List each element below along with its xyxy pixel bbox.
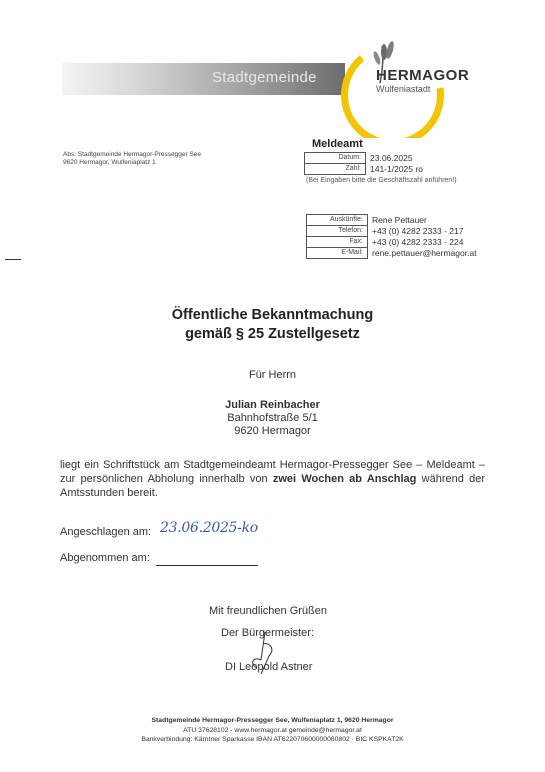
contact-value: Rene Pettauer: [372, 215, 427, 225]
sender-line: 9620 Hermagor, Wulfeniaplatz 1: [63, 159, 156, 166]
reference-note: (Bei Eingaben bitte die Geschäftszahl anführen!): [306, 177, 457, 184]
contact-label: Fax:: [307, 237, 368, 248]
document-subtitle: gemäß § 25 Zustellgesetz: [185, 326, 360, 342]
reference-row: [305, 153, 423, 164]
document-title: Öffentliche Bekanntmachung: [171, 307, 374, 323]
fold-mark: [5, 259, 21, 260]
notice-text: liegt ein Schriftstück am Stadtgemeindeamt Hermagor-Pressegger See – Meldeamt – zur persönlichen Abholung innerhalb von: [60, 459, 485, 485]
recipient-salutation: Für Herrn: [248, 369, 297, 381]
banner-text: Stadtgemeinde: [212, 69, 317, 86]
logo-name: HERMAGOR: [376, 67, 470, 84]
posted-date-handwritten: 23.06.2025-ko: [160, 520, 258, 536]
logo-subtitle: Wulfeniastadt: [376, 84, 431, 94]
contact-row: [307, 248, 477, 259]
footer-contact: ATU 37628102 - www.hermagor.at gemeinde@hermagor.at: [183, 727, 362, 734]
notice-paragraph: [60, 458, 485, 500]
notice-text: während der Amtsstunden bereit.: [60, 473, 485, 499]
contact-table: [306, 214, 477, 259]
signer-name: DI Leopold Astner: [225, 661, 313, 673]
reference-value: 141-1/2025 ro: [370, 164, 423, 174]
signer-role: Der Bürgermeister:: [221, 627, 314, 639]
recipient-street: Bahnhofstraße 5/1: [227, 412, 318, 424]
collected-label: Abgenommen am:: [60, 552, 150, 564]
collected-date-line: [156, 565, 258, 566]
contact-label: Telefon:: [307, 226, 368, 237]
closing-greeting: Mit freundlichen Grüßen: [209, 605, 327, 617]
sender-address: [63, 151, 201, 167]
notice-deadline: zwei Wochen ab Anschlag: [272, 473, 417, 485]
contact-row: [307, 215, 477, 226]
department-title: Meldeamt: [312, 138, 363, 150]
reference-label: Datum:: [305, 153, 366, 164]
reference-label: Zahl:: [305, 164, 366, 175]
recipient-name: Julian Reinbacher: [225, 399, 320, 411]
footer-bank: Bankverbindung: Kärntner Sparkasse IBAN AT622070600000080802 · BIC KSPKAT2K: [141, 736, 404, 743]
reference-row: [305, 164, 423, 175]
contact-row: [307, 226, 477, 237]
contact-row: [307, 237, 477, 248]
footer-address: Stadtgemeinde Hermagor-Pressegger See, Wulfeniaplatz 1, 9620 Hermagor: [151, 717, 394, 724]
recipient-city: 9620 Hermagor: [234, 425, 311, 437]
contact-value: +43 (0) 4282 2333 - 224: [372, 237, 464, 247]
reference-value: 23.06.2025: [370, 153, 413, 163]
contact-label: E-Mail:: [307, 248, 368, 259]
posted-label: Angeschlagen am:: [60, 526, 152, 538]
reference-table: [304, 152, 423, 175]
sender-line: Abs: Stadtgemeinde Hermagor-Pressegger See: [63, 151, 202, 158]
contact-value: +43 (0) 4282 2333 - 217: [372, 226, 464, 236]
contact-email: rene.pettauer@hermagor.at: [372, 248, 477, 258]
contact-label: Auskünfte:: [307, 215, 368, 226]
